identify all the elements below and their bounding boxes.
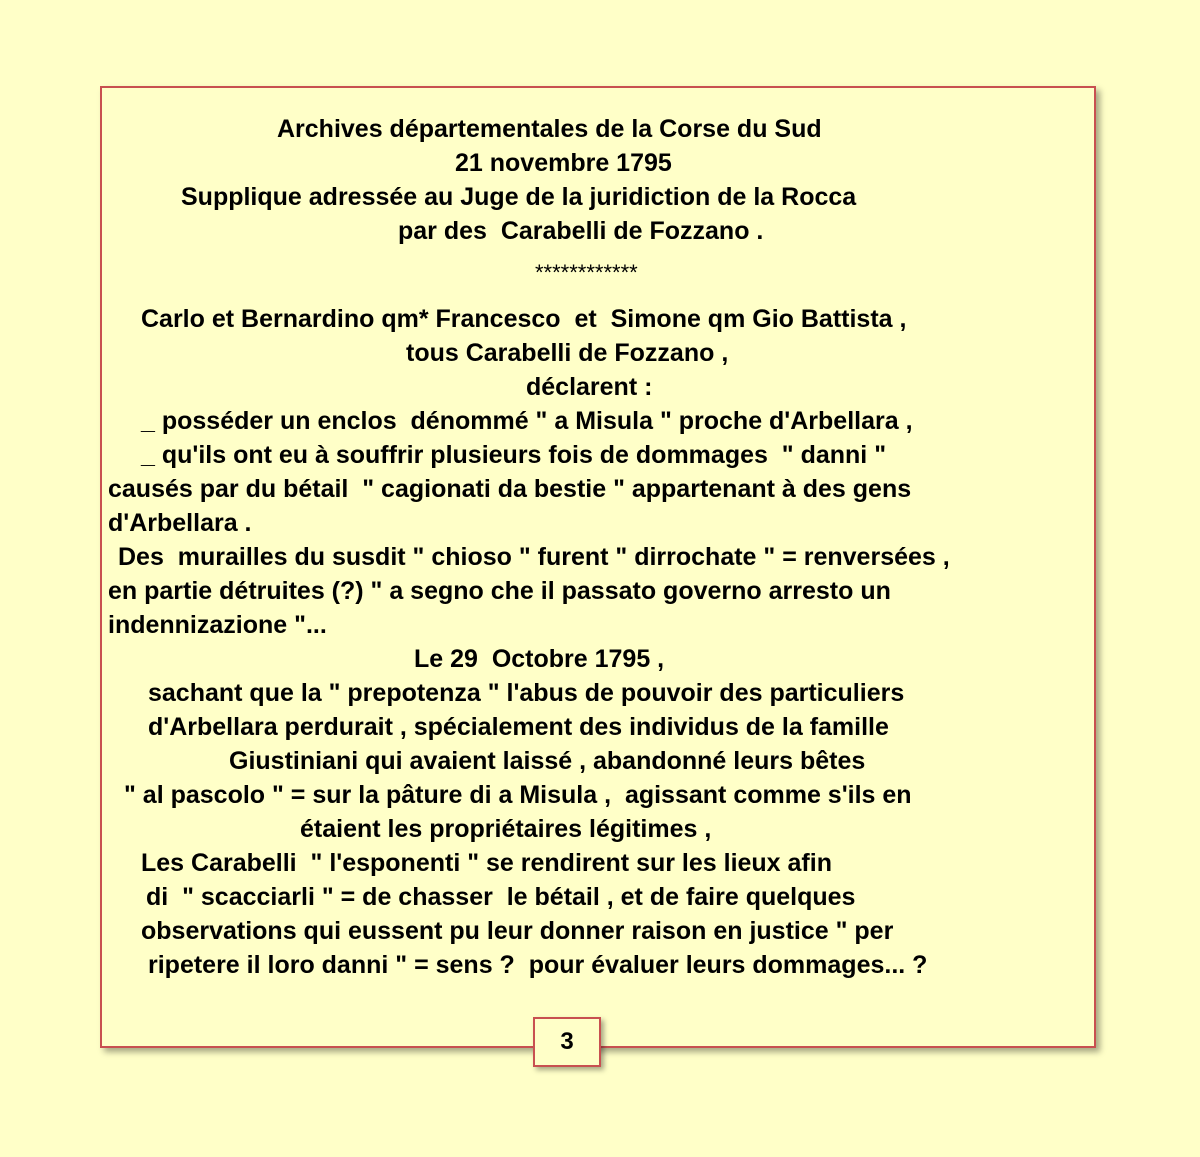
subject-line-2: par des Carabelli de Fozzano .: [398, 217, 764, 245]
body-line: _ posséder un enclos dénommé " a Misula " proche d'Arbellara ,: [141, 407, 913, 435]
body-line: di " scacciarli " = de chasser le bétail , et de faire quelques: [146, 883, 856, 911]
body-line: déclarent :: [526, 373, 653, 401]
archive-title: Archives départementales de la Corse du Sud: [277, 115, 822, 143]
body-line: " al pascolo " = sur la pâture di a Misula , agissant comme s'ils en: [124, 781, 912, 809]
document-date: 21 novembre 1795: [455, 149, 672, 177]
body-line: Giustiniani qui avaient laissé , abandonné leurs bêtes: [229, 747, 866, 775]
body-line: sachant que la " prepotenza " l'abus de pouvoir des particuliers: [148, 679, 905, 707]
body-line: Les Carabelli " l'esponenti " se rendirent sur les lieux afin: [141, 849, 832, 877]
page-number: 3: [533, 1017, 601, 1067]
body-line: en partie détruites (?) " a segno che il passato governo arresto un: [108, 577, 891, 605]
subject-line-1: Supplique adressée au Juge de la juridiction de la Rocca: [181, 183, 857, 211]
body-line: Carlo et Bernardino qm* Francesco et Simone qm Gio Battista ,: [141, 305, 907, 333]
body-line: étaient les propriétaires légitimes ,: [300, 815, 712, 843]
body-line: Le 29 Octobre 1795 ,: [414, 645, 665, 673]
body-line: observations qui eussent pu leur donner raison en justice " per: [141, 917, 894, 945]
body-line: indennizazione "...: [108, 611, 327, 639]
body-line: tous Carabelli de Fozzano ,: [406, 339, 729, 367]
body-line: d'Arbellara .: [108, 509, 252, 537]
body-line: ripetere il loro danni " = sens ? pour évaluer leurs dommages... ?: [148, 951, 928, 979]
separator: ************: [535, 260, 638, 285]
body-line: Des murailles du susdit " chioso " furent " dirrochate " = renversées ,: [118, 543, 950, 571]
body-line: causés par du bétail " cagionati da bestie " appartenant à des gens: [108, 475, 912, 503]
body-line: d'Arbellara perdurait , spécialement des individus de la famille: [148, 713, 889, 741]
body-line: _ qu'ils ont eu à souffrir plusieurs fois de dommages " danni ": [141, 441, 887, 469]
